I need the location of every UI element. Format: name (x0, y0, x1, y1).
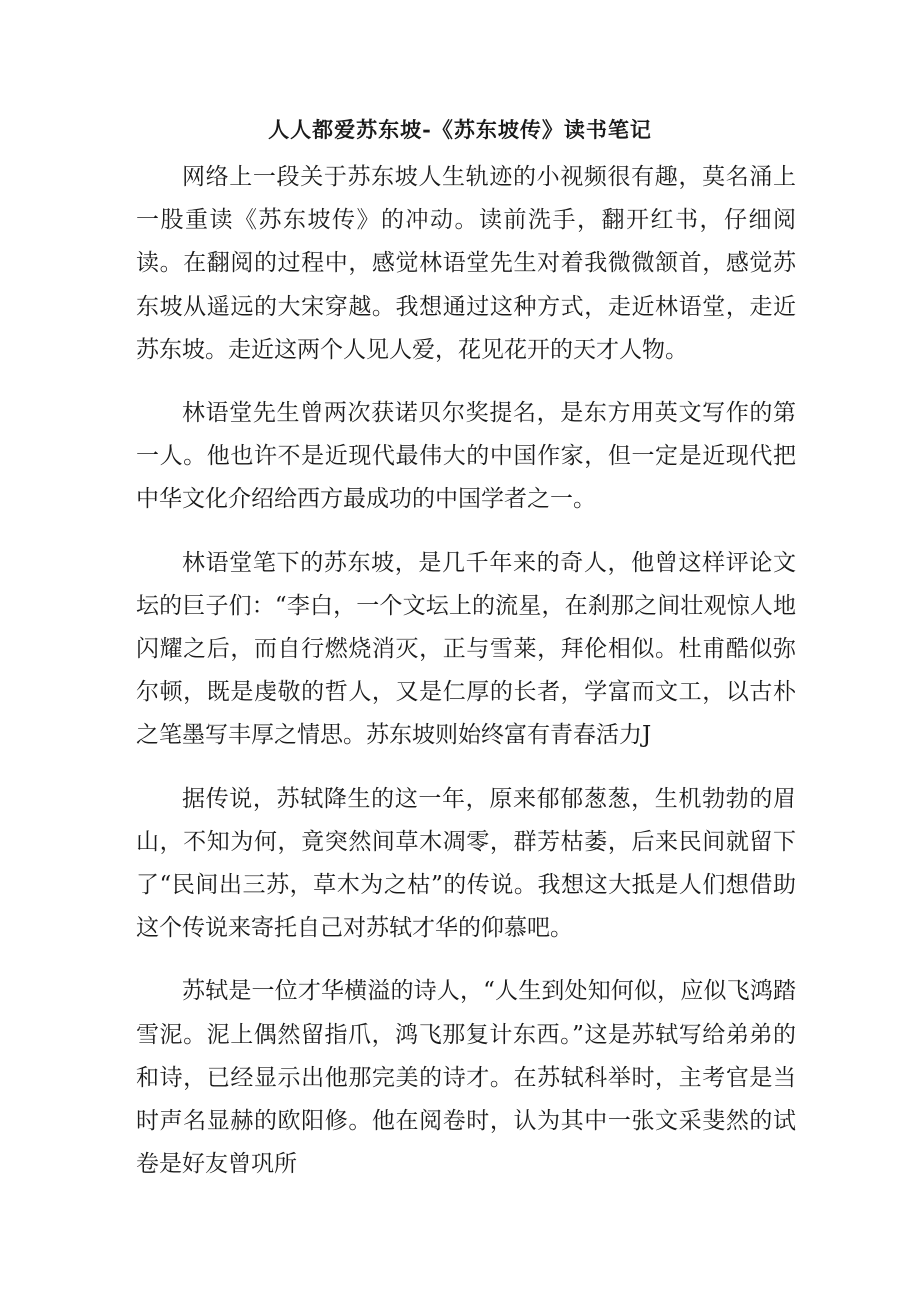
document-body (136, 156, 796, 1186)
paragraph: 网络上一段关于苏东坡人生轨迹的小视频很有趣，莫名涌上一股重读《苏东坡传》的冲动。读前洗手，翻开红书，仔细阅读。在翻阅的过程中，感觉林语堂先生对着我微微颔首，感觉苏东坡从遥远的大宋穿越。我想通过这种方式，走近林语堂，走近苏东坡。走近这两个人见人爱，花见花开的天才人物。 (136, 164, 796, 363)
paragraph: 林语堂笔下的苏东坡，是几千年来的奇人，他曾这样评论文坛的巨子们：“李白，一个文坛上的流星，在刹那之间壮观惊人地闪耀之后，而自行燃烧消灭，正与雪莱，拜伦相似。杜甫酷似弥尔顿，既是虔敬的哲人，又是仁厚的长者，学富而文工，以古朴之笔墨写丰厚之情思。苏东坡则始终富有青春活力J (136, 549, 796, 749)
document-title: 人人都爱苏东坡-《苏东坡传》读书笔记 (268, 117, 652, 142)
paragraph: 林语堂先生曾两次获诺贝尔奖提名，是东方用英文写作的第一人。他也许不是近现代最伟大的中国作家，但一定是近现代把中华文化介绍给西方最成功的中国学者之一。 (136, 400, 796, 513)
paragraph: 苏轼是一位才华横溢的诗人，“人生到处知何似，应似飞鸿踏雪泥。泥上偶然留指爪，鸿飞那复计东西。”这是苏轼写给弟弟的和诗，已经显示出他那完美的诗才。在苏轼科举时，主考官是当时声名显赫的欧阳修。他在阅卷时，认为其中一张文采斐然的试卷是好友曾巩所 (136, 978, 796, 1178)
paragraph: 据传说，苏轼降生的这一年，原来郁郁葱葱，生机勃勃的眉山，不知为何，竟突然间草木凋零，群芳枯萎，后来民间就留下了“民间出三苏，草木为之枯”的传说。我想这大抵是人们想借助这个传说来寄托自己对苏轼才华的仰慕吧。 (136, 785, 796, 942)
